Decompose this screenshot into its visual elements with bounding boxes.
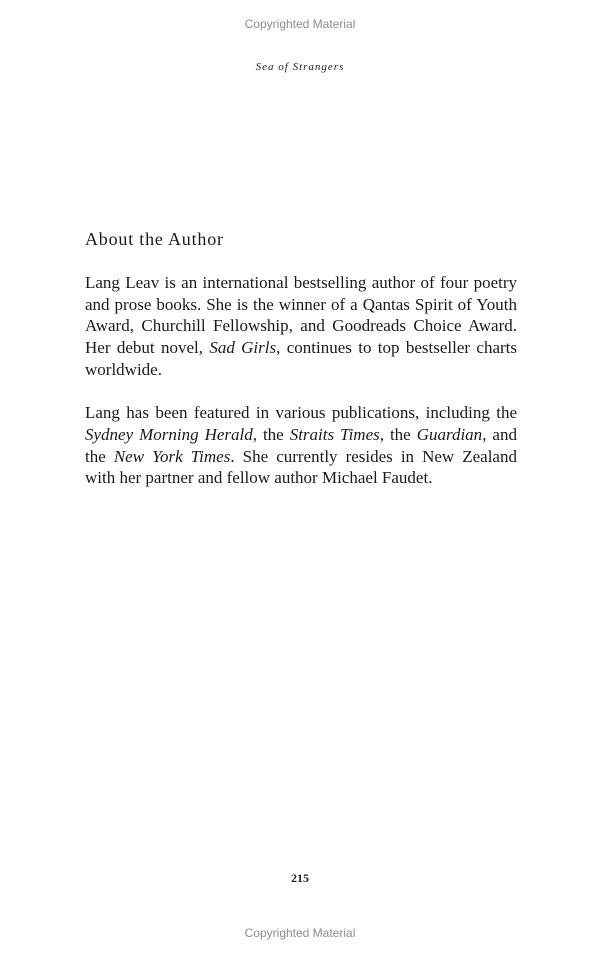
author-bio [85, 272, 517, 511]
bio-p2-text-3: , the [379, 424, 417, 444]
bio-p2-text-4: , and the [85, 424, 517, 466]
bio-p2-text-5: . She currently resides in New Zealand with her partner and fellow author Michael Faudet. [85, 446, 517, 488]
bio-p1-text-2: , continues to top bestseller charts worldwide. [85, 338, 517, 379]
bio-paragraph-2 [85, 402, 517, 489]
publication-nyt: New York Times [113, 446, 231, 466]
publication-guardian: Guardian [416, 424, 483, 444]
bio-p1-text-1: Lang Leav is an international bestselling author of four poetry and prose books. She is the winner of a Qantas Spirit of Youth Award, Churchill Fellowship, and Goodreads Choice Award. Her debut novel, [85, 273, 517, 358]
bio-paragraph-1 [85, 272, 517, 381]
bio-p2-text-1: Lang has been featured in various publications, including the [85, 403, 517, 423]
copyright-watermark-top: Copyrighted Material [244, 17, 356, 31]
copyright-watermark-bottom: Copyrighted Material [244, 926, 356, 940]
page-number: 215 [291, 871, 309, 885]
publication-straits-times: Straits Times [289, 424, 380, 444]
section-title: About the Author [85, 229, 224, 249]
bio-p2-text-2: , the [252, 424, 290, 444]
running-head: Sea of Strangers [255, 61, 345, 73]
book-title-sad-girls: Sad Girls [209, 338, 277, 358]
publication-smh: Sydney Morning Herald [85, 424, 253, 444]
